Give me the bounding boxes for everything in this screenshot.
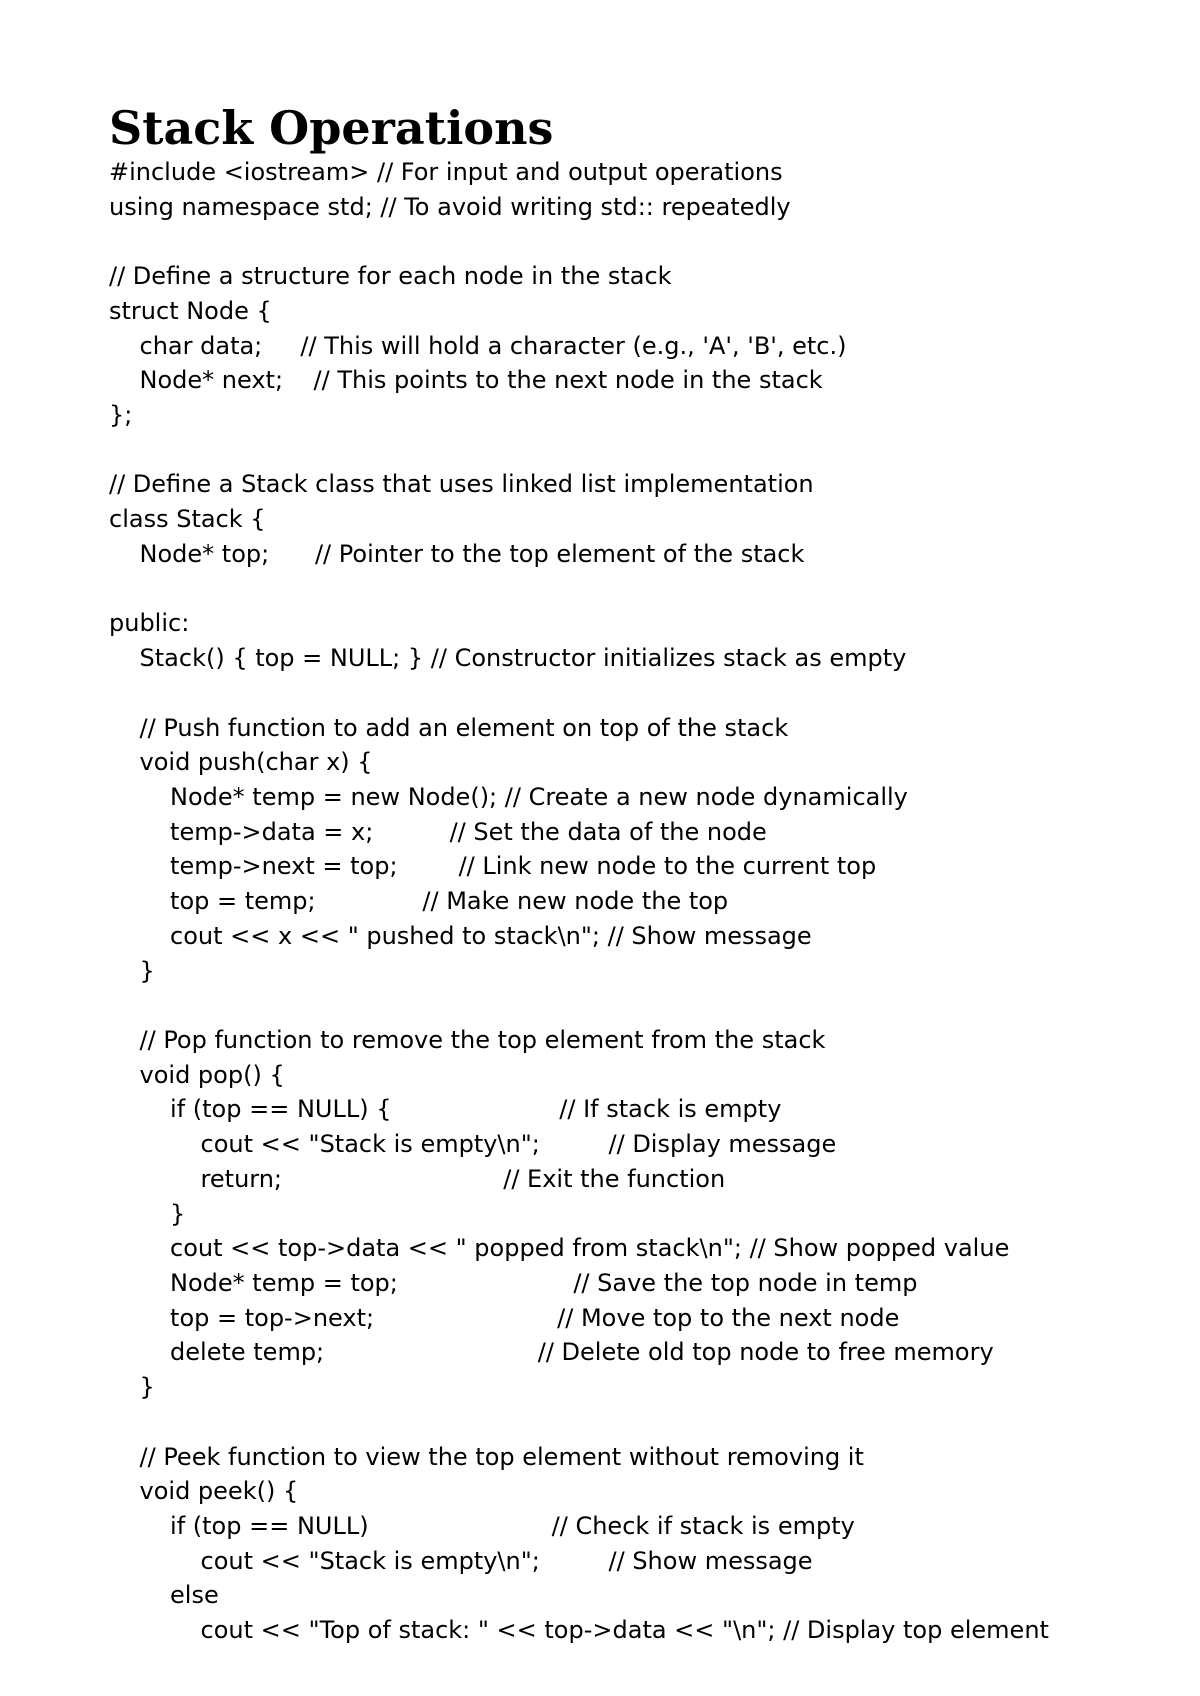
document-title: Stack Operations: [109, 101, 554, 155]
code-line: // Pop function to remove the top element from the stack: [109, 1025, 826, 1054]
code-line: Node* temp = top; // Save the top node in temp: [109, 1269, 918, 1297]
code-line: if (top == NULL) // Check if stack is empty: [109, 1512, 855, 1541]
code-line: top = top->next; // Move top to the next node: [109, 1303, 900, 1332]
code-line: // Define a structure for each node in the stack: [109, 262, 672, 291]
code-line: [109, 224, 1169, 259]
code-line: struct Node {: [109, 296, 272, 325]
code-line: cout << top->data << " popped from stack\n"; // Show popped value: [109, 1234, 1010, 1263]
code-line: cout << "Stack is empty\n"; // Display message: [109, 1130, 837, 1159]
code-line: [109, 433, 1169, 468]
code-line: class Stack {: [109, 505, 266, 534]
code-line: }: [109, 956, 155, 985]
code-line: else: [109, 1581, 219, 1610]
code-line: cout << "Top of stack: " << top->data << "\n"; // Display top element: [109, 1616, 1049, 1645]
code-line: Node* top; // Pointer to the top element of the stack: [109, 539, 805, 568]
code-line: void peek() {: [109, 1477, 299, 1506]
code-line: cout << x << " pushed to stack\n"; // Show message: [109, 921, 812, 950]
code-line: return; // Exit the function: [109, 1164, 726, 1193]
code-line: [109, 1405, 1169, 1440]
code-line: cout << "Stack is empty\n"; // Show message: [109, 1546, 813, 1575]
code-line: [109, 572, 1169, 607]
code-line: [109, 988, 1169, 1023]
code-line: void pop() {: [109, 1060, 285, 1089]
code-line: // Push function to add an element on top of the stack: [109, 713, 789, 742]
code-line: using namespace std; // To avoid writing std:: repeatedly: [109, 192, 791, 221]
code-line: }: [109, 1199, 186, 1228]
code-line: void push(char x) {: [109, 748, 373, 777]
code-block: [109, 155, 1169, 1648]
code-line: top = temp; // Make new node the top: [109, 887, 729, 916]
code-line: };: [109, 401, 133, 430]
code-line: // Peek function to view the top element without removing it: [109, 1442, 864, 1471]
code-line: public:: [109, 609, 190, 638]
code-line: [109, 676, 1169, 711]
code-line: temp->data = x; // Set the data of the node: [109, 817, 767, 846]
code-line: delete temp; // Delete old top node to free memory: [109, 1338, 994, 1367]
code-line: Stack() { top = NULL; } // Constructor initializes stack as empty: [109, 644, 907, 673]
code-line: Node* next; // This points to the next node in the stack: [109, 366, 823, 395]
code-line: if (top == NULL) { // If stack is empty: [109, 1095, 782, 1124]
code-line: Node* temp = new Node(); // Create a new node dynamically: [109, 782, 908, 811]
code-line: char data; // This will hold a character (e.g., 'A', 'B', etc.): [109, 331, 847, 360]
code-line: temp->next = top; // Link new node to the current top: [109, 852, 877, 881]
code-line: #include <iostream> // For input and output operations: [109, 158, 783, 186]
code-line: }: [109, 1373, 155, 1402]
code-line: // Define a Stack class that uses linked list implementation: [109, 470, 814, 499]
